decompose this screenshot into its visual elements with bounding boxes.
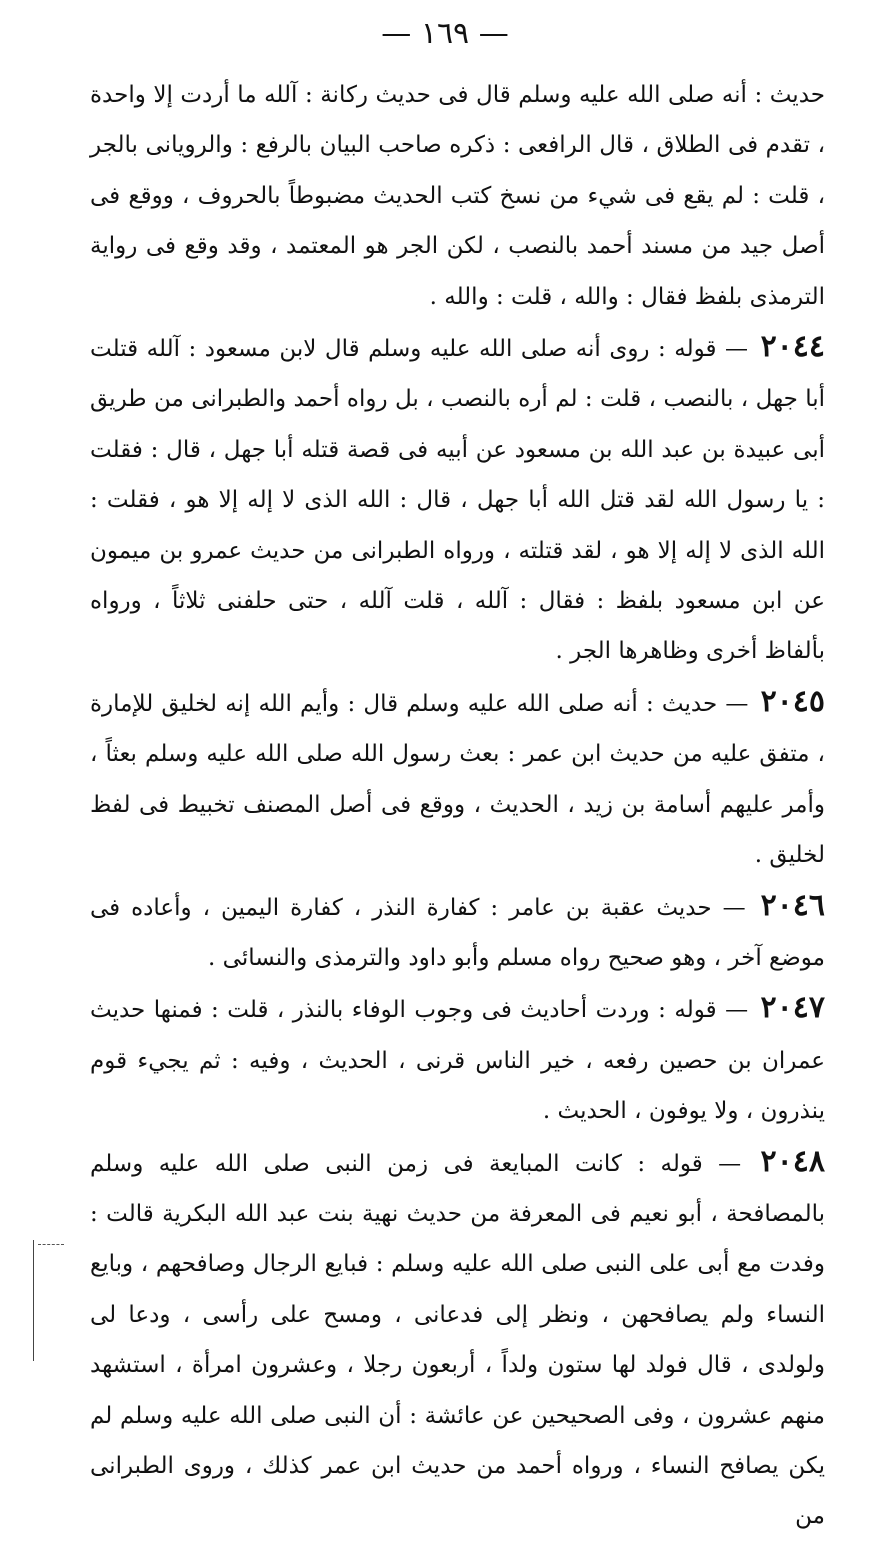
entry-number: ٢٠٤٧	[760, 990, 825, 1026]
entry-number: ٢٠٤٥	[760, 683, 826, 719]
entry-number: ٢٠٤٤	[760, 329, 826, 365]
paragraph-text: — قوله : روى أنه صلى الله عليه وسلم قال لابن مسعود : آلله قتلت أبا جهل ، بالنصب ، قلت : لم أره بالنصب ، بل رواه أحمد والطبرانى من طريق أبى عبيدة بن عبد الله بن مسعود عن أبيه فى قصة قتله أبا جهل ، قال : فقلت : يا رسول الله لقد قتل الله أبا جهل ، قال : الله الذى لا إله إلا هو ، فقلت : الله الذى لا إله إلا هو ، لقد قتلته ، ورواه الطبرانى من حديث عمرو بن ميمون عن ابن مسعود بلفظ : فقال : آلله ، قلت آلله ، حتى حلفنى ثلاثاً ، ورواه بألفاظ أخرى وظاهرها الجر .	[90, 336, 825, 665]
paragraph-entry-2047	[90, 983, 825, 1136]
paragraph-text: — قوله : وردت أحاديث فى وجوب الوفاء بالنذر ، قلت : فمنها حديث عمران بن حصين رفعه ، خير الناس قرنى ، الحديث ، وفيه : ثم يجيء قوم ينذرون ، ولا يوفون ، الحديث .	[90, 997, 825, 1125]
text-body	[90, 70, 825, 1542]
paragraph-text: — حديث : أنه صلى الله عليه وسلم قال : وأيم الله إنه لخليق للإمارة ، متفق عليه من حديث ابن عمر : بعث رسول الله صلى الله عليه وسلم بعثاً ، وأمر عليهم أسامة بن زيد ، الحديث ، ووقع فى أصل المصنف تخبيط فى لفظ لخليق .	[90, 690, 825, 869]
paragraph-entry-2044	[90, 322, 825, 677]
entry-number: ٢٠٤٦	[760, 887, 826, 923]
paragraph-text: — حديث عقبة بن عامر : كفارة النذر ، كفارة اليمين ، وأعاده فى موضع آخر ، وهو صحيح رواه مسلم وأبو داود والترمذى والنسائى .	[90, 894, 825, 971]
paragraph-entry-2048	[90, 1137, 825, 1542]
paragraph-intro	[90, 70, 825, 322]
paragraph-text: حديث : أنه صلى الله عليه وسلم قال فى حديث ركانة : آلله ما أردت إلا واحدة ، تقدم فى الطلاق ، قال الرافعى : ذكره صاحب البيان بالرفع : والرويانى بالجر ، قلت : لم يقع فى شيء من نسخ كتب الحديث مضبوطاً بالحروف ، ووقع فى أصل جيد من مسند أحمد بالنصب ، لكن الجر هو المعتمد ، وقد وقع فى رواية الترمذى بلفظ فقال : والله ، قلت : والله .	[90, 82, 825, 310]
paragraph-text: — قوله : كانت المبايعة فى زمن النبى صلى الله عليه وسلم بالمصافحة ، أبو نعيم فى المعرفة من حديث نهية بنت عبد الله البكرية قالت : وفدت مع أبى على النبى صلى الله عليه وسلم : فبايع الرجال وصافحهم ، وبايع النساء ولم يصافحهن ، ونظر إلى فدعانى ، ومسح على رأسى ، ودعا لى ولولدى ، قال فولد لها ستون ولداً ، أربعون رجلا ، وعشرون امرأة ، استشهد منهم عشرون ، وفى الصحيحين عن عائشة : أن النبى صلى الله عليه وسلم لم يكن يصافح النساء ، ورواه أحمد من حديث ابن عمر كذلك ، وروى الطبرانى من	[90, 1150, 825, 1530]
paragraph-entry-2045	[90, 677, 825, 881]
paragraph-entry-2046	[90, 881, 825, 984]
page-number: — ١٦٩ —	[381, 16, 509, 51]
scan-margin-mark	[38, 1244, 64, 1245]
entry-number: ٢٠٤٨	[760, 1143, 825, 1179]
scan-margin-line	[33, 1240, 34, 1361]
